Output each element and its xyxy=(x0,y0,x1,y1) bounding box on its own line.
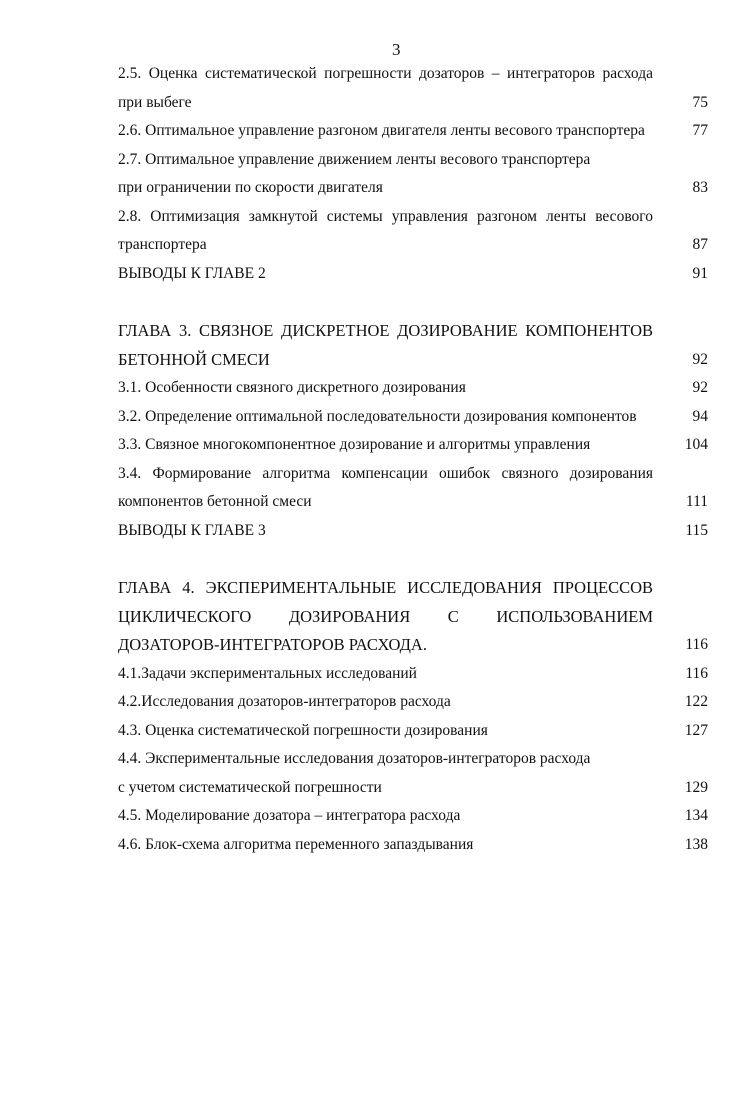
toc-entry-title: 3.3. Связное многокомпонентное дозирование и алгоритмы управления xyxy=(118,436,591,453)
toc-entry-page: 104 xyxy=(684,436,708,453)
toc-entry-title: 2.8. Оптимизация замкнутой системы управления разгоном ленты весового транспортера xyxy=(118,207,653,253)
toc-entry-page: 77 xyxy=(692,122,708,139)
toc-entry-3-4 xyxy=(118,460,708,517)
toc-entry-page: 91 xyxy=(692,264,708,282)
toc-entry-page: 111 xyxy=(685,493,708,510)
toc-entry-4-6 xyxy=(118,831,708,860)
toc-entry-title: ВЫВОДЫ К ГЛАВЕ 3 xyxy=(118,521,266,539)
toc-entry-title: 4.6. Блок-схема алгоритма переменного запаздывания xyxy=(118,835,474,853)
toc-entry-2-5 xyxy=(118,60,708,117)
table-of-contents xyxy=(118,60,708,859)
toc-entry-title: 4.3. Оценка систематической погрешности дозирования xyxy=(118,721,488,739)
toc-entry-page: 127 xyxy=(684,721,708,739)
toc-entry-title: ГЛАВА 3. СВЯЗНОЕ ДИСКРЕТНОЕ ДОЗИРОВАНИЕ КОМПОНЕНТОВ БЕТОННОЙ СМЕСИ xyxy=(118,321,654,369)
toc-entry-4-2 xyxy=(118,688,708,717)
toc-entry-3-2 xyxy=(118,403,708,432)
toc-entry-2-7 xyxy=(118,146,708,203)
toc-entry-title: 4.2.Исследования дозаторов-интеграторов расхода xyxy=(118,693,451,710)
toc-entry-page: 87 xyxy=(692,236,708,253)
toc-entry-page: 129 xyxy=(684,778,708,796)
toc-entry-title: 2.5. Оценка систематической погрешности дозаторов – интеграторов расхода при выбеге xyxy=(118,65,654,111)
toc-entry-title: 3.1. Особенности связного дискретного дозирования xyxy=(118,379,466,396)
toc-entry-4-5 xyxy=(118,802,708,831)
toc-entry-title: 4.5. Моделирование дозатора – интегратора расхода xyxy=(118,807,461,824)
toc-entry-title: 2.7. Оптимальное управление движением ленты весового транспортера при ограничении по скорости двигателя xyxy=(118,150,591,196)
toc-entry-page: 116 xyxy=(685,664,708,682)
toc-entry-page: 92 xyxy=(692,350,708,368)
toc-entry-title: ВЫВОДЫ К ГЛАВЕ 2 xyxy=(118,264,266,282)
toc-entry-title: 4.4. Экспериментальные исследования дозаторов-интеграторов расхода с учетом систематической погрешности xyxy=(118,750,591,796)
toc-entry-3-3 xyxy=(118,431,708,460)
toc-entry-conclusions-3 xyxy=(118,517,708,546)
toc-entry-4-3 xyxy=(118,717,708,746)
toc-entry-title: ГЛАВА 4. ЭКСПЕРИМЕНТАЛЬНЫЕ ИССЛЕДОВАНИЯ ПРОЦЕССОВ ЦИКЛИЧЕСКОГО ДОЗИРОВАНИЯ С ИСПОЛЬЗОВАНИЕМ ДОЗАТОРОВ-ИНТЕГРАТОРОВ РАСХОДА. xyxy=(118,578,653,654)
toc-entry-2-8 xyxy=(118,203,708,260)
toc-entry-title: 3.4. Формирование алгоритма компенсации ошибок связного дозирования компонентов бетонной смеси xyxy=(118,464,654,510)
section-gap xyxy=(118,288,708,317)
page-number: 3 xyxy=(392,40,401,59)
toc-entry-page: 138 xyxy=(684,835,708,853)
toc-entry-title: 3.2. Определение оптимальной последовательности дозирования компонентов xyxy=(118,407,637,425)
toc-entry-conclusions-2 xyxy=(118,260,708,289)
toc-entry-2-6 xyxy=(118,117,708,146)
toc-entry-page: 122 xyxy=(684,693,708,710)
toc-entry-page: 134 xyxy=(684,807,708,824)
toc-entry-page: 116 xyxy=(685,636,708,653)
toc-entry-page: 75 xyxy=(692,93,708,111)
toc-entry-3-1 xyxy=(118,374,708,403)
toc-entry-chapter-4 xyxy=(118,574,708,660)
toc-entry-4-1 xyxy=(118,660,708,689)
toc-entry-title: 2.6. Оптимальное управление разгоном двигателя ленты весового транспортера xyxy=(118,122,645,139)
toc-entry-page: 83 xyxy=(692,179,708,196)
toc-entry-4-4 xyxy=(118,745,708,802)
toc-entry-page: 92 xyxy=(692,379,708,396)
section-gap xyxy=(118,545,708,574)
toc-entry-title: 4.1.Задачи экспериментальных исследований xyxy=(118,664,417,682)
toc-entry-page: 94 xyxy=(692,407,708,425)
toc-entry-page: 115 xyxy=(685,521,708,539)
toc-entry-chapter-3 xyxy=(118,317,708,374)
